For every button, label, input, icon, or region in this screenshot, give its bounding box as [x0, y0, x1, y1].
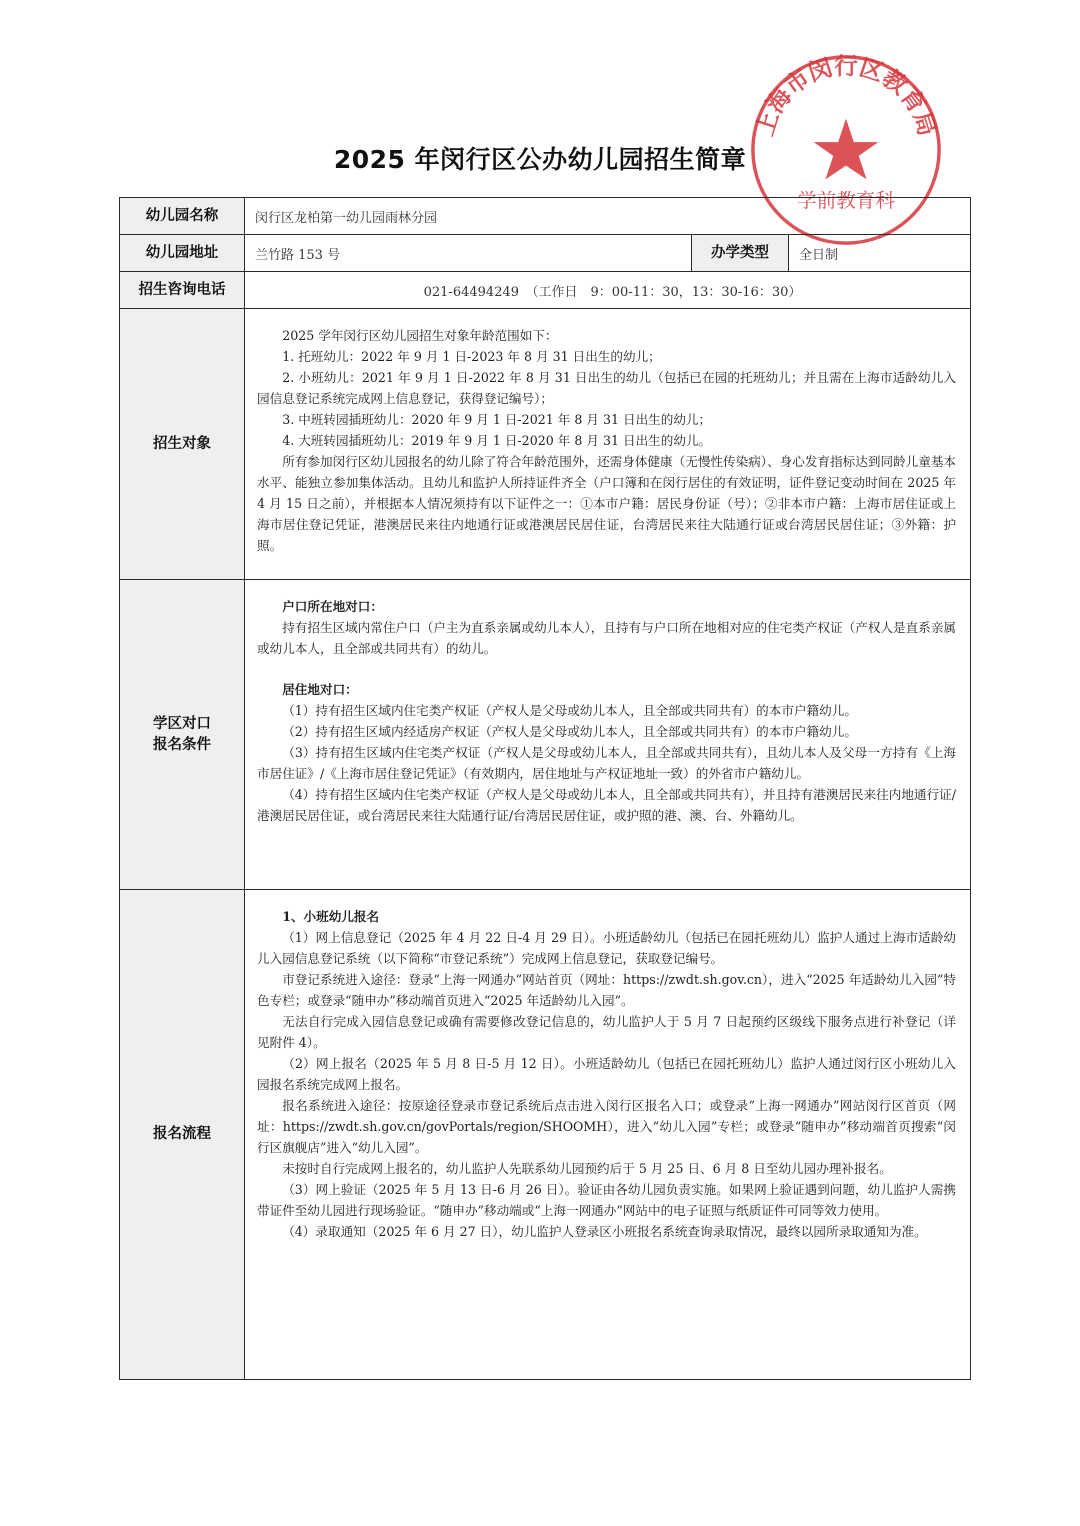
row-district — [120, 580, 971, 890]
row-address — [120, 235, 971, 272]
target-item-1: 1. 托班幼儿：2022 年 9 月 1 日-2023 年 8 月 31 日出生的幼儿； — [282, 349, 661, 364]
value-kindergarten-name: 闵行区龙柏第一幼儿园雨林分园 — [245, 198, 971, 235]
process-heading: 1、小班幼儿报名 — [282, 909, 380, 924]
value-school-type: 全日制 — [789, 235, 971, 272]
label-kindergarten-name: 幼儿园名称 — [120, 198, 245, 235]
seal-top-text: 上海市闵行区教育局 — [750, 52, 942, 140]
label-phone: 招生咨询电话 — [120, 272, 245, 309]
target-item-2: 2. 小班幼儿：2021 年 9 月 1 日-2022 年 8 月 31 日出生的幼儿（包括已在园的托班幼儿；并且需在上海市适龄幼儿入园信息登记系统完成网上信息登记，获得登记编号）； — [257, 370, 957, 406]
process-step-2: （2）网上报名（2025 年 5 月 8 日-5 月 12 日）。小班适龄幼儿（包括已在园托班幼儿）监护人通过闵行区小班幼儿入园报名系统完成网上报名。 — [257, 1056, 957, 1092]
enrollment-table — [119, 197, 971, 1380]
label-address: 幼儿园地址 — [120, 235, 245, 272]
process-step-4: （4）录取通知（2025 年 6 月 27 日），幼儿监护人登录区小班报名系统查询录取情况，最终以园所录取通知为准。 — [282, 1224, 927, 1239]
row-target — [120, 309, 971, 580]
residence-item-3: （3）持有招生区域内住宅类产权证（产权人是父母或幼儿本人，且全部或共同共有），且幼儿本人及父母一方持有《上海市居住证》/《上海市居住登记凭证》（有效期内，居住地址与产权证地址一致）的外省市户籍幼儿。 — [257, 745, 957, 781]
row-phone — [120, 272, 971, 309]
process-registry-entry: 市登记系统进入途径：登录“上海一网通办”网站首页（网址：https://zwdt.sh.gov.cn），进入“2025 年适龄幼儿入园”特色专栏；或登录“随申办”移动端首页进入“2025 年适龄幼儿入园”。 — [257, 972, 957, 1008]
label-process: 报名流程 — [120, 890, 245, 1380]
row-process — [120, 890, 971, 1380]
process-late-application: 未按时自行完成网上报名的，幼儿监护人先联系幼儿园预约后于 5 月 25 日、6 月 8 日至幼儿园办理补报名。 — [282, 1161, 892, 1176]
seal-bottom-text: 学前教育科 — [797, 188, 895, 212]
district-content — [245, 580, 971, 890]
label-district-line2: 报名条件 — [153, 736, 211, 753]
label-school-type: 办学类型 — [692, 235, 789, 272]
household-text: 持有招生区域内常住户口（户主为直系亲属或幼儿本人），且持有与户口所在地相对应的住宅类产权证（产权人是直系亲属或幼儿本人，且全部或共同共有）的幼儿。 — [257, 620, 957, 656]
residence-item-1: （1）持有招生区域内住宅类产权证（产权人是父母或幼儿本人，且全部或共同共有）的本市户籍幼儿。 — [282, 703, 857, 718]
target-intro: 2025 学年闵行区幼儿园招生对象年龄范围如下： — [282, 328, 558, 343]
label-district-line1: 学区对口 — [153, 715, 211, 732]
row-kindergarten-name — [120, 198, 971, 235]
value-phone: 021-64494249 （工作日 9：00-11：30，13：30-16：30） — [245, 272, 971, 309]
process-step-3: （3）网上验证（2025 年 5 月 13 日-6 月 26 日）。验证由各幼儿园负责实施。如果网上验证遇到问题，幼儿监护人需携带证件至幼儿园进行现场验证。“随申办”移动端或“上海一网通办”网站中的电子证照与纸质证件可同等效力使用。 — [257, 1182, 957, 1218]
label-target: 招生对象 — [120, 309, 245, 580]
residence-heading: 居住地对口： — [282, 682, 358, 697]
process-application-entry: 报名系统进入途径：按原途径登录市登记系统后点击进入闵行区报名入口；或登录“上海一网通办”网站闵行区首页（网址：https://zwdt.sh.gov.cn/govPortals/region/SHOOMH），进入“幼儿入园”专栏；或登录“随申办”移动端首页搜索“闵行区旗舰店”进入“幼儿入园”。 — [257, 1098, 957, 1155]
value-address: 兰竹路 153 号 — [245, 235, 692, 272]
target-item-4: 4. 大班转园插班幼儿：2019 年 9 月 1 日-2020 年 8 月 31 日出生的幼儿。 — [282, 433, 712, 448]
household-heading: 户口所在地对口： — [282, 599, 383, 614]
process-step-1: （1）网上信息登记（2025 年 4 月 22 日-4 月 29 日）。小班适龄幼儿（包括已在园托班幼儿）监护人通过上海市适龄幼儿入园信息登记系统（以下简称“市登记系统”）完成网上信息登记，获取登记编号。 — [257, 930, 957, 966]
document-title: 2025 年闵行区公办幼儿园招生简章 — [333, 145, 747, 174]
target-requirements: 所有参加闵行区幼儿园报名的幼儿除了符合年龄范围外，还需身体健康（无慢性传染病）、身心发育指标达到同龄儿童基本水平、能独立参加集体活动。且幼儿和监护人所持证件齐全（户口簿和在闵行居住的有效证明，证件登记变动时间在 2025 年 4 月 15 日之前），并根据本人情况须持有以下证件之一：①本市户籍：居民身份证（号）；②非本市户籍：上海市居住证或上海市居住登记凭证，港澳居民来往内地通行证或港澳居民居住证，台湾居民来往大陆通行证或台湾居民居住证；③外籍：护照。 — [257, 454, 957, 553]
process-content — [245, 890, 971, 1380]
label-district — [120, 580, 245, 890]
process-offline-registry: 无法自行完成入园信息登记或确有需要修改登记信息的，幼儿监护人于 5 月 7 日起预约区级线下服务点进行补登记（详见附件 4）。 — [257, 1014, 957, 1050]
target-content — [245, 309, 971, 580]
residence-item-2: （2）持有招生区域内经适房产权证（产权人是父母或幼儿本人，且全部或共同共有）的本市户籍幼儿。 — [282, 724, 857, 739]
residence-item-4: （4）持有招生区域内住宅类产权证（产权人是父母或幼儿本人，且全部或共同共有），并且持有港澳居民来往内地通行证/港澳居民居住证，或台湾居民来往大陆通行证/台湾居民居住证，或护照的港、澳、台、外籍幼儿。 — [257, 787, 957, 823]
target-item-3: 3. 中班转园插班幼儿：2020 年 9 月 1 日-2021 年 8 月 31 日出生的幼儿； — [282, 412, 712, 427]
